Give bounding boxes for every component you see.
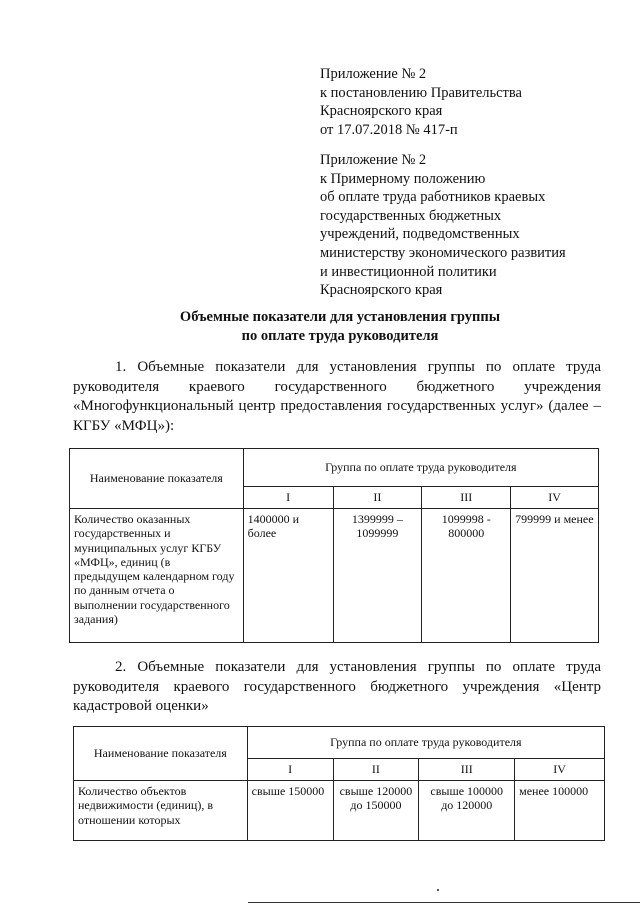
group-header-1: I [243,487,333,509]
scan-speck [437,889,439,891]
group-header-4: IV [511,487,599,509]
appendix-line: министерству экономического развития [320,244,566,261]
appendix-line: Приложение № 2 [320,152,427,168]
header-indicator-name: Наименование показателя [70,449,244,509]
group-header-2: II [333,759,419,781]
appendix-line: государственных бюджетных [320,207,502,224]
appendix-line: к постановлению Правительства [320,84,522,101]
document-title [0,308,640,346]
group-header-1: I [247,759,333,781]
value-cell-group-4: менее 100000 [515,781,605,841]
section-2-paragraph [73,658,601,717]
appendix-line: к Примерному положению [320,170,486,187]
appendix-line: от 17.07.2018 № 417-п [320,121,458,138]
indicator-cell: Количество оказанных государственных и муниципальных услуг КГБУ «МФЦ», единиц (в предыдущем календарном году по данным отчета о выполнении государственного задания) [70,509,244,643]
appendix-header-regulation [320,151,566,300]
appendix-line: Красноярского края [320,282,443,299]
appendix-line: Красноярского края [320,103,443,120]
indicators-table-cadastral [73,726,605,841]
section-text: Объемные показатели для установления группы по оплате труда руководителя краевого государственного бюджетного учреждения «Центр кадастровой оценки» [73,659,601,714]
section-text: Объемные показатели для установления группы по оплате труда руководителя краевого государственного бюджетного учреждения «Многофункциональный центр предоставления государственных услуг» (далее – КГБУ «МФЦ»): [73,359,601,434]
group-header-3: III [422,487,511,509]
section-number: 2. [115,659,127,675]
title-line-1: Объемные показатели для установления группы [179,309,501,325]
section-1-paragraph [73,358,601,436]
title-line-2: по оплате труда руководителя [241,328,439,344]
appendix-header-resolution [320,65,522,139]
group-header-4: IV [515,759,605,781]
indicators-table-mfc [69,448,599,643]
footer-rule [248,902,640,903]
appendix-line: и инвестиционной политики [320,263,497,280]
header-salary-group: Группа по оплате труда руководителя [243,449,598,487]
appendix-line: учреждений, подведомственных [320,226,520,243]
section-number: 1. [115,359,127,375]
header-indicator-name: Наименование показателя [74,727,248,781]
header-salary-group: Группа по оплате труда руководителя [247,727,604,759]
value-cell-group-3: 1099998 - 800000 [422,509,511,643]
value-cell-group-1: 1400000 и более [243,509,333,643]
value-cell-group-1: свыше 150000 [247,781,333,841]
value-cell-group-3: свыше 100000 до 120000 [419,781,515,841]
group-header-3: III [419,759,515,781]
appendix-line: об оплате труда работников краевых [320,189,546,206]
value-cell-group-2: свыше 120000 до 150000 [333,781,419,841]
value-cell-group-2: 1399999 – 1099999 [333,509,422,643]
value-cell-group-4: 799999 и менее [511,509,599,643]
indicator-cell: Количество объектов недвижимости (единиц), в отношении которых [74,781,248,841]
appendix-line: Приложение № 2 [320,66,427,82]
group-header-2: II [333,487,422,509]
